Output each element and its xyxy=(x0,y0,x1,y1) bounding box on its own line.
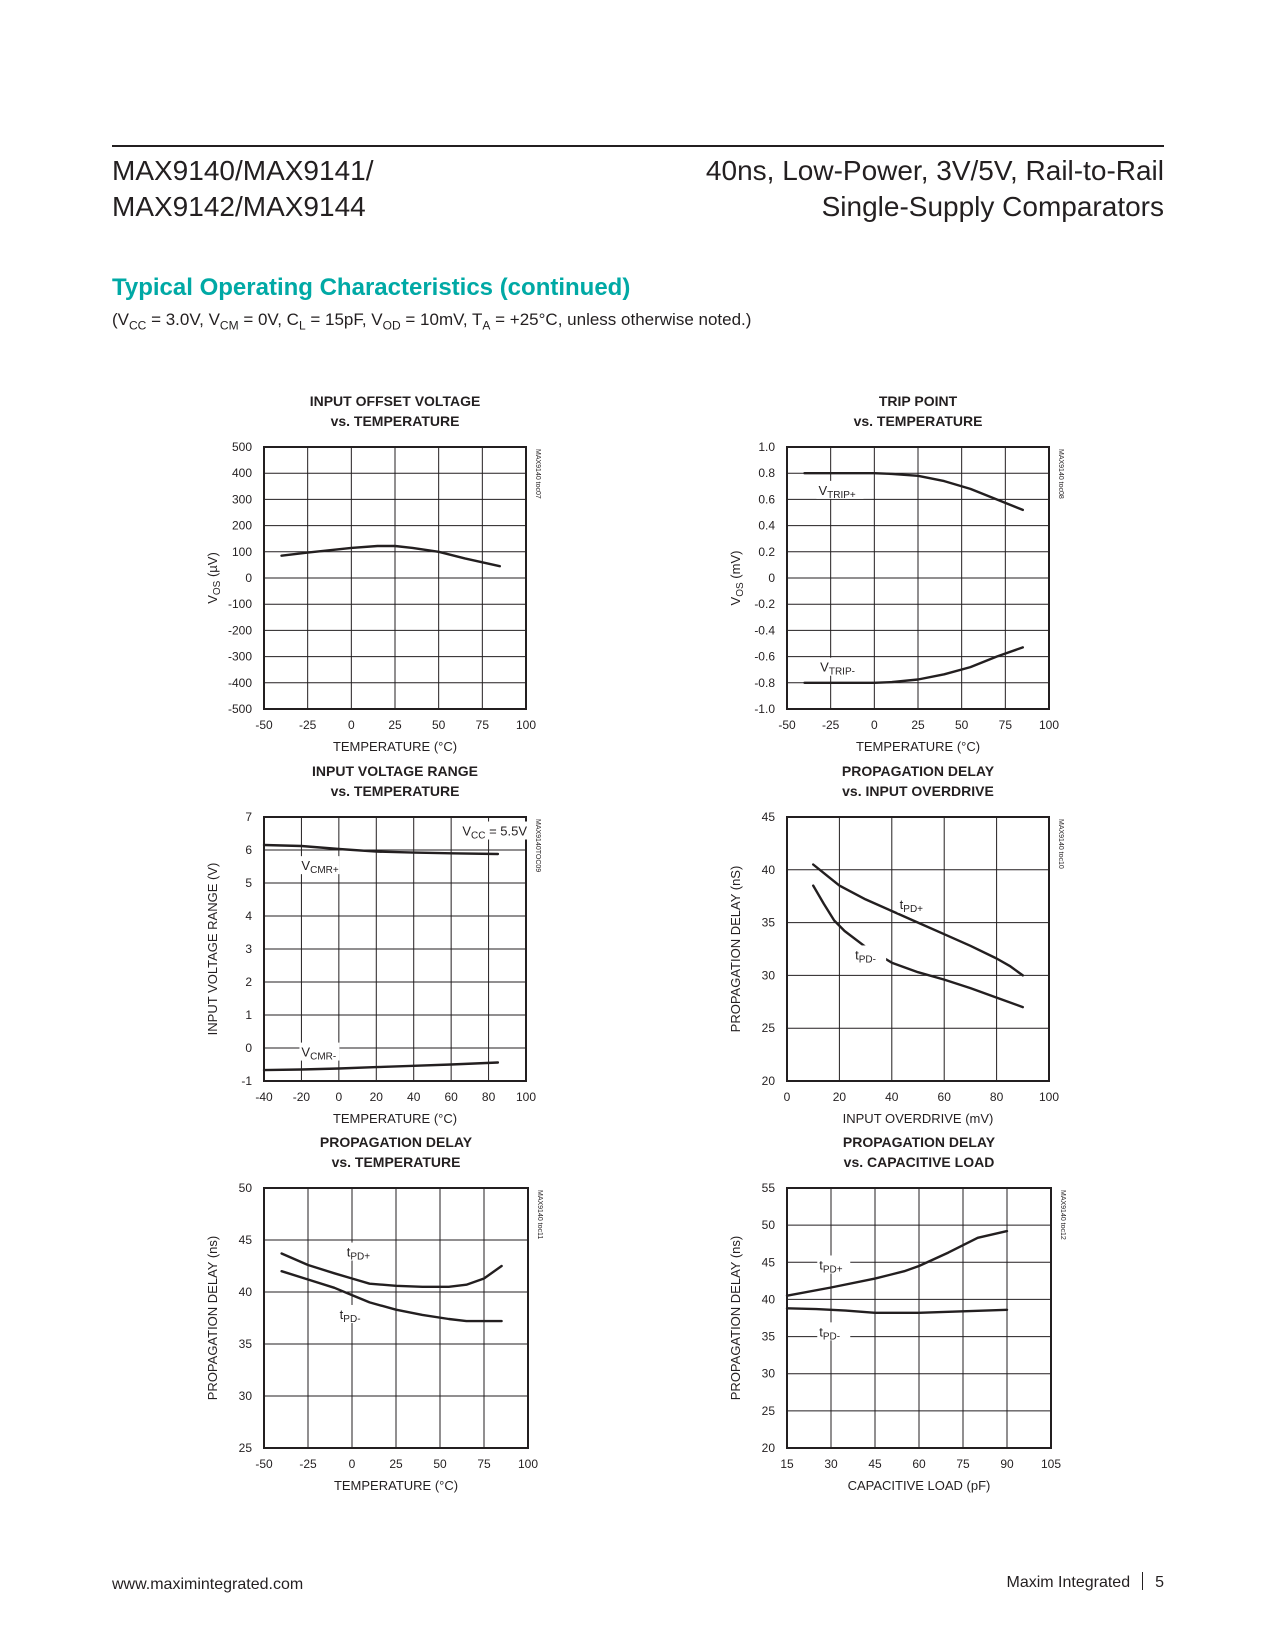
x-tick-label: 100 xyxy=(1038,718,1060,732)
y-tick-label: 50 xyxy=(238,1181,252,1195)
chart-title-line2: vs. INPUT OVERDRIVE xyxy=(842,783,994,799)
cond-text: = 10mV, T xyxy=(400,310,483,329)
chart-title-line1: INPUT VOLTAGE RANGE xyxy=(312,763,478,779)
series-line-tpd- xyxy=(282,1271,502,1321)
chart-title-line1: PROPAGATION DELAY xyxy=(319,1134,473,1150)
chart-title-line1: INPUT OFFSET VOLTAGE xyxy=(309,393,481,409)
section-title: Typical Operating Characteristics (continued) xyxy=(112,274,631,301)
x-tick-label: 80 xyxy=(481,1090,496,1104)
chart-title-line1: TRIP POINT xyxy=(878,393,958,409)
figure-id-tag: MAX9140 toc08 xyxy=(1057,449,1064,499)
chart-title-line2: vs. CAPACITIVE LOAD xyxy=(843,1154,995,1170)
footer-url[interactable]: www.maximintegrated.com xyxy=(112,1576,304,1593)
series-label: $t_{PD-}$ xyxy=(339,1306,361,1325)
y-tick-label: 0 xyxy=(245,1041,252,1055)
x-tick-label: 100 xyxy=(1038,1090,1060,1104)
x-tick-label: -20 xyxy=(292,1090,311,1104)
x-tick-label: 50 xyxy=(431,718,446,732)
x-tick-label: 75 xyxy=(956,1457,970,1471)
series-label: $V_{CMR-}$ xyxy=(301,1044,337,1063)
series-line-vcmr- xyxy=(264,1063,498,1071)
y-tick-label: -400 xyxy=(227,675,252,690)
y-tick-label: 0 xyxy=(245,571,252,585)
y-tick-label: 25 xyxy=(238,1441,252,1455)
y-tick-label: 30 xyxy=(238,1389,252,1403)
y-axis-label: INPUT VOLTAGE RANGE (V) xyxy=(205,862,220,1036)
x-tick-label: 0 xyxy=(783,1090,791,1104)
y-tick-label: -1 xyxy=(241,1074,252,1088)
y-tick-label: 45 xyxy=(761,810,775,824)
series-label: $t_{PD-}$ xyxy=(819,1324,841,1343)
y-tick-label: -1.0 xyxy=(754,702,775,716)
x-axis-label: INPUT OVERDRIVE (mV) xyxy=(842,1111,994,1126)
y-tick-label: 1.0 xyxy=(758,440,775,454)
x-tick-label: 60 xyxy=(444,1090,458,1104)
y-tick-label: 25 xyxy=(761,1021,775,1036)
series-label: $t_{PD+}$ xyxy=(819,1257,843,1276)
x-axis-label: TEMPERATURE (°C) xyxy=(332,1111,458,1126)
y-tick-label: 40 xyxy=(761,862,775,877)
cond-sub: L xyxy=(298,318,306,333)
cond-text: = 3.0V, V xyxy=(146,310,220,329)
y-axis-label: PROPAGATION DELAY (nS) xyxy=(728,865,743,1033)
x-tick-label: 100 xyxy=(517,1457,539,1471)
x-tick-label: 50 xyxy=(954,718,969,732)
cond-sub: CM xyxy=(219,318,239,333)
series-label: $t_{PD-}$ xyxy=(855,947,876,966)
cond-text: (V xyxy=(112,310,129,329)
cond-sub: OD xyxy=(382,318,401,333)
document-title-line1: 40ns, Low-Power, 3V/5V, Rail-to-Rail xyxy=(705,155,1164,186)
x-tick-label: -40 xyxy=(255,1090,273,1104)
chart-title-line2: vs. TEMPERATURE xyxy=(331,1154,461,1170)
x-tick-label: 25 xyxy=(389,1457,403,1471)
y-tick-label: 0.2 xyxy=(758,544,775,559)
figure-id-tag: MAX9140TOC09 xyxy=(534,819,541,873)
cond-sub: CC xyxy=(129,318,147,333)
x-tick-label: 0 xyxy=(870,718,878,732)
chart-title-line2: vs. TEMPERATURE xyxy=(330,413,460,429)
y-tick-label: 500 xyxy=(231,440,252,454)
y-tick-label: 45 xyxy=(238,1233,252,1247)
x-axis-label: TEMPERATURE (°C) xyxy=(332,739,458,754)
y-tick-label: -0.8 xyxy=(754,675,775,690)
x-tick-label: -50 xyxy=(255,1457,273,1471)
y-axis-label: $V_{OS}$ (µV) xyxy=(205,552,223,604)
y-axis-label: PROPAGATION DELAY (ns) xyxy=(205,1235,220,1401)
y-tick-label: 200 xyxy=(231,518,252,533)
x-tick-label: -25 xyxy=(821,718,840,732)
x-axis-label: TEMPERATURE (°C) xyxy=(333,1478,459,1493)
y-tick-label: 40 xyxy=(238,1285,252,1299)
x-tick-label: 30 xyxy=(824,1457,838,1471)
x-tick-label: 50 xyxy=(433,1457,447,1471)
y-tick-label: 35 xyxy=(238,1337,252,1351)
x-tick-label: 15 xyxy=(780,1457,794,1471)
plot-frame xyxy=(787,817,1049,1081)
footer-divider xyxy=(1142,1572,1143,1590)
y-tick-label: 35 xyxy=(761,915,775,930)
x-tick-label: -50 xyxy=(255,718,273,732)
x-tick-label: 25 xyxy=(388,718,402,732)
y-tick-label: 5 xyxy=(245,876,252,890)
x-tick-label: 80 xyxy=(989,1090,1004,1104)
x-tick-label: 0 xyxy=(347,718,355,732)
y-tick-label: 400 xyxy=(231,466,252,481)
part-numbers-line2: MAX9142/MAX9144 xyxy=(112,191,366,222)
y-axis-label: PROPAGATION DELAY (ns) xyxy=(728,1235,743,1401)
x-tick-label: 20 xyxy=(369,1090,383,1104)
series-line-tpd- xyxy=(787,1308,1007,1313)
x-tick-label: 45 xyxy=(868,1457,882,1471)
y-tick-label: 30 xyxy=(761,1366,775,1381)
y-tick-label: 3 xyxy=(245,942,252,956)
y-tick-label: 0 xyxy=(768,571,775,585)
y-tick-label: -200 xyxy=(227,623,252,638)
footer-brand xyxy=(1006,1572,1164,1592)
part-numbers-line1: MAX9140/MAX9141/ xyxy=(112,155,374,186)
y-tick-label: 20 xyxy=(761,1074,775,1088)
cond-text: = +25°C, unless otherwise noted.) xyxy=(490,310,752,329)
y-tick-label: 40 xyxy=(761,1292,775,1307)
x-tick-label: 0 xyxy=(348,1457,356,1471)
y-tick-label: 20 xyxy=(761,1441,775,1455)
x-tick-label: 100 xyxy=(515,1090,537,1104)
document-title-line2: Single-Supply Comparators xyxy=(821,191,1164,222)
cond-sub: A xyxy=(482,318,491,333)
y-tick-label: -0.2 xyxy=(754,597,775,612)
x-tick-label: -50 xyxy=(778,718,796,732)
y-tick-label: 35 xyxy=(761,1329,775,1344)
y-tick-label: 0.8 xyxy=(758,466,775,481)
figure-id-tag: MAX9140 toc10 xyxy=(1057,819,1064,869)
x-tick-label: 0 xyxy=(335,1090,343,1104)
x-tick-label: 20 xyxy=(832,1090,847,1104)
y-tick-label: -300 xyxy=(227,649,252,664)
y-axis-label: $V_{OS}$ (mV) xyxy=(728,550,746,606)
y-tick-label: 0.6 xyxy=(758,492,775,507)
cond-text: = 0V, C xyxy=(238,310,299,329)
x-tick-label: 75 xyxy=(998,718,1013,732)
x-axis-label: CAPACITIVE LOAD (pF) xyxy=(847,1478,991,1493)
y-tick-label: 1 xyxy=(245,1008,252,1022)
x-axis-label: TEMPERATURE (°C) xyxy=(855,739,981,754)
x-tick-label: 25 xyxy=(911,718,925,732)
footer-page-number: 5 xyxy=(1155,1574,1164,1591)
footer-company: Maxim Integrated xyxy=(1006,1574,1131,1591)
y-tick-label: 100 xyxy=(231,544,252,559)
chart-title-line2: vs. TEMPERATURE xyxy=(330,783,460,799)
series-label: $V_{CMR+}$ xyxy=(301,858,339,877)
y-tick-label: 45 xyxy=(761,1255,775,1270)
y-tick-label: -0.4 xyxy=(754,623,775,638)
x-tick-label: 60 xyxy=(912,1457,926,1471)
y-tick-label: 4 xyxy=(245,909,252,923)
figure-id-tag: MAX9140 toc11 xyxy=(536,1190,543,1240)
y-tick-label: 0.4 xyxy=(758,518,775,533)
y-tick-label: 6 xyxy=(245,843,252,857)
y-tick-label: 25 xyxy=(761,1403,775,1418)
y-tick-label: 55 xyxy=(761,1181,775,1195)
y-tick-label: 7 xyxy=(245,810,252,824)
series-label: $t_{PD+}$ xyxy=(346,1244,371,1263)
figure-id-tag: MAX9140 toc07 xyxy=(534,449,541,499)
y-tick-label: -500 xyxy=(227,702,252,716)
x-tick-label: 60 xyxy=(937,1090,951,1104)
y-tick-label: 300 xyxy=(231,492,252,507)
x-tick-label: -25 xyxy=(299,1457,317,1471)
chart-title-line2: vs. TEMPERATURE xyxy=(853,413,983,429)
x-tick-label: 40 xyxy=(885,1090,899,1104)
x-tick-label: 100 xyxy=(515,718,537,732)
series-line-vos xyxy=(282,546,500,566)
x-tick-label: 40 xyxy=(407,1090,421,1104)
y-tick-label: 50 xyxy=(761,1218,775,1233)
series-label: $V_{TRIP+}$ xyxy=(818,482,856,501)
chart-title-line1: PROPAGATION DELAY xyxy=(842,1134,996,1150)
y-tick-label: -100 xyxy=(227,597,252,612)
series-label: $V_{CC} = 5.5V$ xyxy=(462,823,528,842)
y-tick-label: -0.6 xyxy=(754,649,775,664)
figure-id-tag: MAX9140 toc12 xyxy=(1059,1190,1066,1240)
series-label: $V_{TRIP-}$ xyxy=(820,659,855,678)
x-tick-label: 75 xyxy=(475,718,490,732)
cond-text: = 15pF, V xyxy=(305,310,383,329)
x-tick-label: 90 xyxy=(1000,1457,1014,1471)
y-tick-label: 2 xyxy=(245,975,252,989)
x-tick-label: 105 xyxy=(1040,1457,1062,1471)
series-line-tpd- xyxy=(813,865,1023,976)
x-tick-label: -25 xyxy=(298,718,317,732)
x-tick-label: 75 xyxy=(477,1457,491,1471)
y-tick-label: 30 xyxy=(761,968,775,983)
series-label: $t_{PD+}$ xyxy=(899,896,924,915)
chart-title-line1: PROPAGATION DELAY xyxy=(841,763,995,779)
